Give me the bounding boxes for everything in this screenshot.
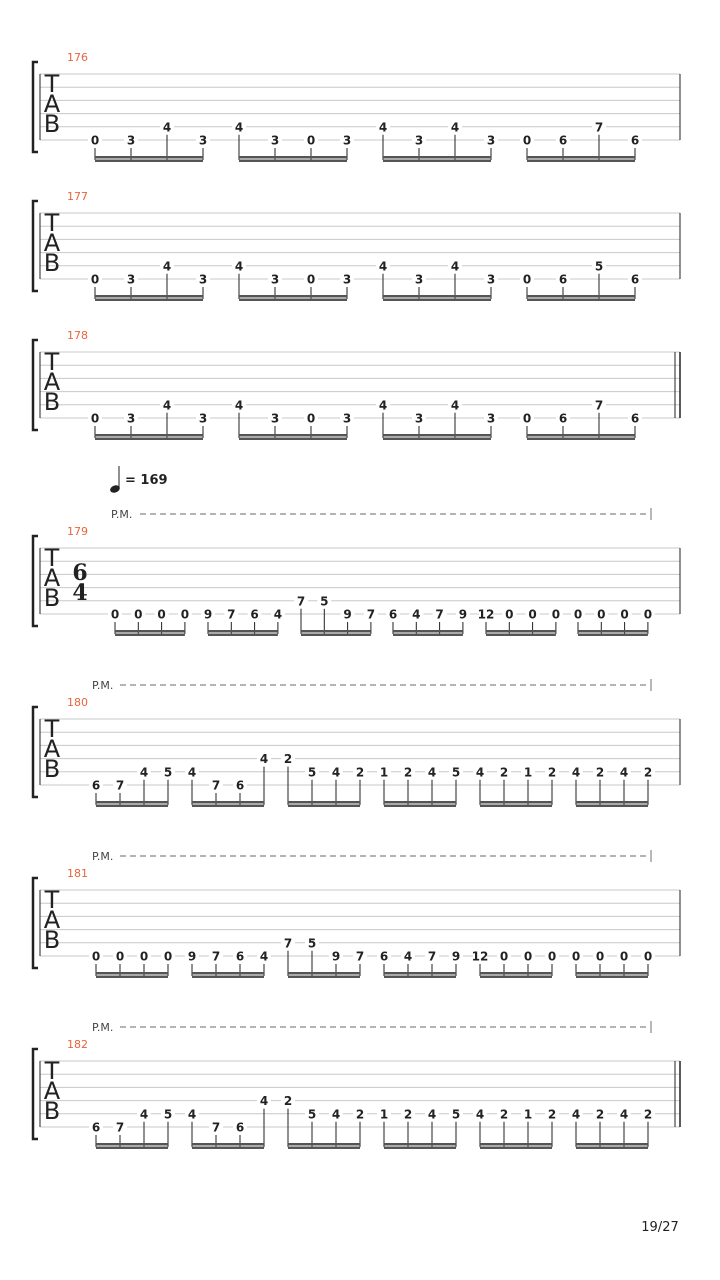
fret-number: 9 [331,949,341,964]
palm-mute-label: P.M. [92,679,114,692]
beam-upper [480,972,552,975]
beam-lower [383,438,491,441]
tab-system-178 [33,329,680,440]
beam-lower [384,976,456,979]
fret-number: 3 [126,411,136,426]
beam-lower [576,1147,648,1150]
fret-number: 2 [355,1107,365,1122]
fret-number: 7 [227,607,236,622]
fret-number: 3 [486,133,496,148]
fret-number: 7 [594,398,604,413]
beam-upper [192,972,264,975]
measure-number: 177 [67,190,88,203]
beam-upper [192,1143,264,1146]
fret-number: 3 [486,272,496,287]
fret-number: 6 [235,949,245,964]
measure-number: 178 [67,329,88,342]
fret-number: 4 [412,607,421,622]
fret-number: 2 [643,1107,653,1122]
fret-number: 0 [522,272,532,287]
fret-number: 3 [270,272,280,287]
fret-number: 6 [91,778,101,793]
beam-lower [239,299,347,302]
page-number: 19/27 [641,1220,679,1235]
palm-mute-label: P.M. [92,850,114,863]
fret-number: 4 [259,949,269,964]
tab-clef-letter: T [44,70,60,98]
fret-number: 4 [571,1107,581,1122]
tab-clef-letter: B [43,584,61,612]
beam-lower [288,1147,360,1150]
fret-number: 2 [499,765,509,780]
fret-number: 1 [379,1107,389,1122]
fret-number: 6 [388,607,398,622]
fret-number: 7 [427,949,437,964]
fret-number: 7 [594,120,604,135]
tab-clef-letter: B [43,1097,61,1125]
fret-number: 5 [320,594,329,609]
tab-system-177 [33,190,680,301]
measure-number: 182 [67,1038,88,1051]
fret-number: 4 [475,1107,485,1122]
tab-system-182 [33,1021,680,1149]
beam-lower [527,160,635,163]
fret-number: 6 [91,1120,101,1135]
tab-clef-letter: A [43,229,61,257]
tab-system-181 [33,850,680,978]
system-bracket [33,536,38,626]
fret-number: 0 [115,949,125,964]
beam-upper [383,156,491,159]
palm-mute-label: P.M. [92,1021,114,1034]
beam-upper [480,801,552,804]
beam-lower [208,634,278,637]
tab-clef-letter: A [43,564,61,592]
fret-number: 3 [414,411,424,426]
fret-number: 2 [595,1107,605,1122]
fret-number: 0 [499,949,509,964]
tab-clef-letter: B [43,926,61,954]
fret-number: 4 [331,765,341,780]
beam-lower [192,1147,264,1150]
fret-number: 7 [283,936,293,951]
fret-number: 3 [486,411,496,426]
fret-number: 3 [342,411,352,426]
fret-number: 4 [450,398,460,413]
fret-number: 0 [620,607,629,622]
fret-number: 2 [403,1107,413,1122]
fret-number: 3 [414,133,424,148]
beam-lower [480,1147,552,1150]
beam-upper [192,801,264,804]
fret-number: 7 [355,949,365,964]
fret-number: 6 [630,411,640,426]
fret-number: 3 [126,133,136,148]
beam-upper [96,972,168,975]
fret-number: 4 [619,1107,629,1122]
fret-number: 1 [379,765,389,780]
beam-lower [95,438,203,441]
fret-number: 0 [597,607,606,622]
fret-number: 3 [198,133,208,148]
beam-upper [115,630,185,633]
palm-mute-label: P.M. [111,508,133,521]
tab-clef-letter: T [44,715,60,743]
fret-number: 6 [235,1120,245,1135]
fret-number: 3 [342,272,352,287]
fret-number: 4 [475,765,485,780]
beam-lower [239,438,347,441]
beam-upper [95,434,203,437]
time-signature-denominator: 4 [72,580,88,606]
fret-number: 4 [273,607,283,622]
fret-number: 3 [270,133,280,148]
beam-lower [96,976,168,979]
fret-number: 6 [250,607,259,622]
tab-clef-letter: A [43,90,61,118]
beam-upper [96,1143,168,1146]
beam-upper [95,156,203,159]
beam-upper [383,295,491,298]
beam-upper [480,1143,552,1146]
beam-upper [288,1143,360,1146]
fret-number: 0 [571,949,581,964]
fret-number: 6 [235,778,245,793]
beam-upper [527,295,635,298]
fret-number: 6 [379,949,389,964]
tab-clef-letter: A [43,368,61,396]
fret-number: 7 [211,949,221,964]
beam-upper [288,801,360,804]
tab-clef-letter: A [43,1077,61,1105]
fret-number: 9 [187,949,197,964]
fret-number: 0 [619,949,629,964]
fret-number: 3 [198,411,208,426]
system-bracket [33,201,38,291]
fret-number: 4 [162,120,172,135]
beam-lower [384,805,456,808]
beam-lower [486,634,556,637]
fret-number: 2 [547,1107,557,1122]
fret-number: 2 [547,765,557,780]
fret-number: 0 [139,949,149,964]
tab-clef-letter: T [44,544,60,572]
fret-number: 6 [630,133,640,148]
beam-upper [576,801,648,804]
system-bracket [33,340,38,430]
beam-lower [383,299,491,302]
time-signature-numerator: 6 [72,560,88,586]
beam-upper [208,630,278,633]
tab-clef-letter: T [44,1057,60,1085]
fret-number: 6 [558,272,568,287]
beam-upper [239,156,347,159]
beam-lower [288,976,360,979]
fret-number: 0 [163,949,173,964]
beam-lower [96,1147,168,1150]
tab-system-180 [33,679,680,807]
fret-number: 4 [378,259,388,274]
beam-lower [95,160,203,163]
tab-clef-letter: B [43,110,61,138]
fret-number: 4 [619,765,629,780]
fret-number: 2 [403,765,413,780]
tab-clef-letter: A [43,735,61,763]
fret-number: 4 [427,765,437,780]
beam-lower [383,160,491,163]
beam-upper [384,801,456,804]
fret-number: 9 [343,607,352,622]
fret-number: 4 [259,1094,269,1109]
fret-number: 4 [234,120,244,135]
tab-clef-letter: T [44,348,60,376]
beam-upper [239,434,347,437]
beam-upper [96,801,168,804]
beam-lower [576,805,648,808]
fret-number: 1 [523,1107,533,1122]
fret-number: 5 [163,1107,173,1122]
beam-lower [192,805,264,808]
fret-number: 4 [162,259,172,274]
beam-upper [288,972,360,975]
fret-number: 2 [595,765,605,780]
fret-number: 6 [558,133,568,148]
beam-upper [383,434,491,437]
fret-number: 4 [259,752,269,767]
beam-lower [527,299,635,302]
fret-number: 4 [139,1107,149,1122]
beam-lower [384,1147,456,1150]
fret-number: 1 [523,765,533,780]
fret-number: 2 [499,1107,509,1122]
fret-number: 0 [180,607,190,622]
beam-upper [95,295,203,298]
beam-lower [301,634,371,637]
tempo-value: = 169 [125,473,168,488]
beam-upper [384,1143,456,1146]
beam-lower [192,976,264,979]
fret-number: 7 [115,778,125,793]
fret-number: 0 [90,272,100,287]
fret-number: 0 [522,411,532,426]
fret-number: 4 [378,398,388,413]
fret-number: 0 [306,272,316,287]
system-bracket [33,707,38,797]
fret-number: 0 [547,949,557,964]
fret-number: 2 [283,752,293,767]
fret-number: 5 [163,765,173,780]
fret-number: 0 [595,949,605,964]
fret-number: 4 [187,1107,197,1122]
tab-clef-letter: B [43,388,61,416]
fret-number: 4 [378,120,388,135]
fret-number: 0 [134,607,143,622]
fret-number: 0 [110,607,120,622]
fret-number: 5 [451,765,461,780]
beam-lower [480,976,552,979]
fret-number: 7 [366,607,376,622]
fret-number: 0 [306,133,316,148]
tab-clef-letter: T [44,886,60,914]
fret-number: 12 [477,607,495,622]
fret-number: 2 [283,1094,293,1109]
beam-upper [239,295,347,298]
system-bracket [33,1049,38,1139]
measure-number: 181 [67,867,88,880]
fret-number: 5 [307,1107,317,1122]
fret-number: 0 [90,411,100,426]
fret-number: 0 [505,607,514,622]
fret-number: 4 [571,765,581,780]
beam-upper [576,1143,648,1146]
fret-number: 4 [139,765,149,780]
fret-number: 2 [355,765,365,780]
beam-lower [239,160,347,163]
fret-number: 4 [234,259,244,274]
fret-number: 4 [450,259,460,274]
fret-number: 3 [414,272,424,287]
beam-lower [95,299,203,302]
system-bracket [33,878,38,968]
fret-number: 7 [211,778,221,793]
fret-number: 5 [451,1107,461,1122]
beam-lower [115,634,185,637]
fret-number: 4 [427,1107,437,1122]
beam-lower [576,976,648,979]
fret-number: 7 [435,607,444,622]
fret-number: 7 [115,1120,125,1135]
tab-clef-letter: A [43,906,61,934]
fret-number: 0 [157,607,166,622]
beam-lower [96,805,168,808]
measure-number: 179 [67,525,88,538]
system-bracket [33,62,38,152]
beam-upper [486,630,556,633]
tab-clef-letter: B [43,249,61,277]
beam-upper [527,434,635,437]
fret-number: 5 [307,936,317,951]
fret-number: 4 [331,1107,341,1122]
fret-number: 0 [643,607,653,622]
fret-number: 0 [528,607,537,622]
fret-number: 7 [211,1120,221,1135]
beam-upper [384,972,456,975]
beam-upper [527,156,635,159]
fret-number: 0 [523,949,533,964]
beam-lower [480,805,552,808]
fret-number: 12 [471,949,489,964]
fret-number: 4 [450,120,460,135]
fret-number: 0 [643,949,653,964]
fret-number: 0 [551,607,561,622]
fret-number: 3 [342,133,352,148]
fret-number: 4 [234,398,244,413]
beam-upper [393,630,463,633]
beam-upper [576,972,648,975]
tab-clef-letter: T [44,209,60,237]
tab-system-176 [33,51,680,162]
fret-number: 0 [573,607,583,622]
beam-lower [527,438,635,441]
fret-number: 0 [91,949,101,964]
fret-number: 3 [126,272,136,287]
fret-number: 6 [558,411,568,426]
fret-number: 2 [643,765,653,780]
tab-system-179 [33,466,680,636]
measure-number: 176 [67,51,88,64]
fret-number: 9 [451,949,461,964]
fret-number: 0 [306,411,316,426]
fret-number: 9 [203,607,213,622]
fret-number: 3 [198,272,208,287]
fret-number: 5 [594,259,604,274]
fret-number: 0 [90,133,100,148]
fret-number: 6 [630,272,640,287]
beam-lower [393,634,463,637]
measure-number: 180 [67,696,88,709]
fret-number: 5 [307,765,317,780]
fret-number: 3 [270,411,280,426]
fret-number: 4 [162,398,172,413]
beam-lower [578,634,648,637]
fret-number: 7 [296,594,306,609]
fret-number: 4 [403,949,413,964]
fret-number: 4 [187,765,197,780]
fret-number: 9 [458,607,468,622]
tab-clef-letter: B [43,755,61,783]
beam-upper [301,630,371,633]
fret-number: 0 [522,133,532,148]
beam-upper [578,630,648,633]
beam-lower [288,805,360,808]
